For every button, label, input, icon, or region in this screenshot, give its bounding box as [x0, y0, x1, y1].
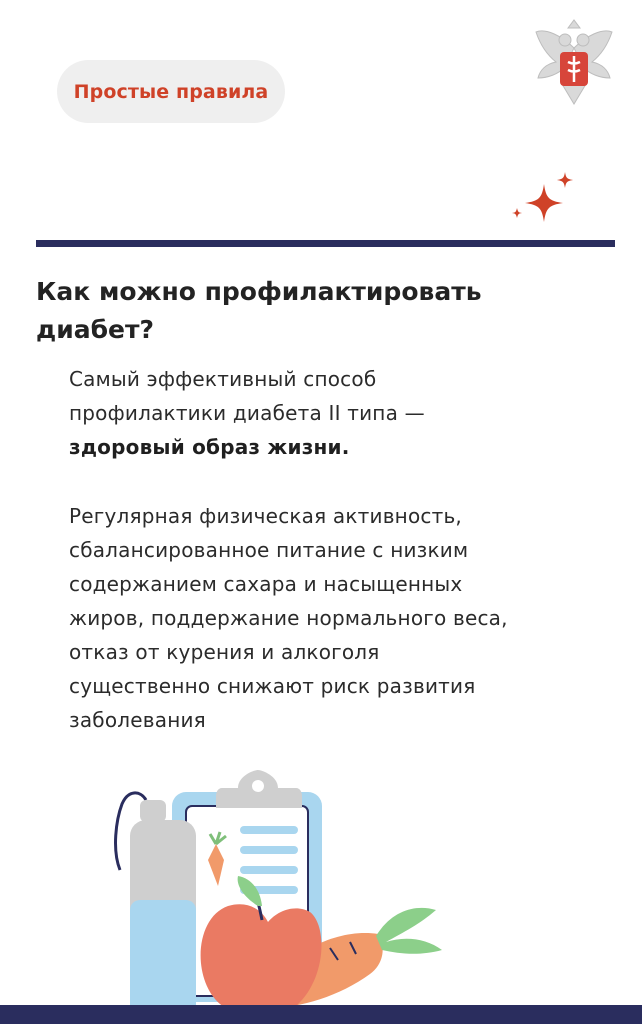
sparkle-icon — [505, 168, 583, 234]
topic-badge-label: Простые правила — [73, 80, 269, 103]
intro-emphasis: здоровый образ жизни. — [69, 435, 350, 459]
intro-line: профилактики диабета II типа — — [69, 401, 425, 425]
article-body — [69, 362, 609, 737]
topic-badge — [57, 60, 285, 123]
divider — [36, 240, 615, 247]
paragraph-line: сбалансированное питание с низким — [69, 538, 469, 562]
paragraph-line: жиров, поддержание нормального веса, — [69, 606, 508, 630]
paragraph-line: заболевания — [69, 708, 206, 732]
paragraph-line: содержанием сахара и насыщенных — [69, 572, 463, 596]
paragraph-line: отказ от курения и алкоголя — [69, 640, 380, 664]
paragraph-line: существенно снижают риск развития — [69, 674, 476, 698]
healthy-lifestyle-illustration — [100, 760, 460, 1020]
footer-bar — [0, 1005, 642, 1024]
page-title: Как можно профилактировать диабет? — [36, 277, 482, 344]
ministry-emblem-icon — [532, 18, 616, 110]
paragraph-line: Регулярная физическая активность, — [69, 504, 462, 528]
intro-line: Самый эффективный способ — [69, 367, 377, 391]
water-bottle-icon — [116, 793, 196, 1016]
